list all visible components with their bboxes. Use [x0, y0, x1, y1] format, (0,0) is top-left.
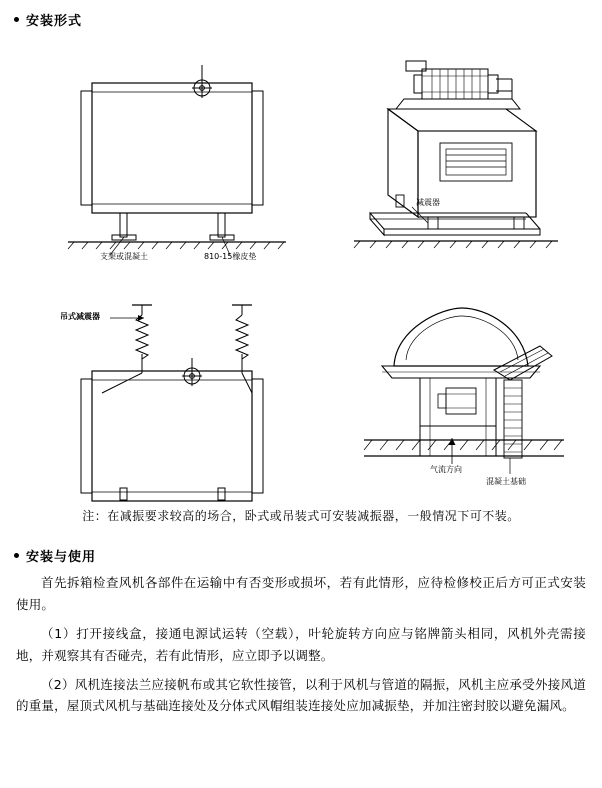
figure-roof-mount	[334, 288, 584, 507]
bullet-icon-2	[14, 553, 19, 558]
section-heading-installation-use	[14, 546, 588, 565]
paragraph-3: （2）风机连接法兰应接帆布或其它软性接管，以利于风机与管道的隔振，风机主应承受外接风道的重量，屋顶式风机与基础连接处及分体式风帽组装连接处应加减振垫，并加注密封胶以避免漏风。	[16, 676, 586, 714]
label-rubber-pad: 810-15橡皮垫	[204, 252, 257, 261]
figure-horizontal-mount	[54, 43, 304, 267]
paragraph-1: 首先拆箱检查风机各部件在运输中有否变形或损坏，若有此情形，应待检修校正后方可正式安装使用。	[16, 575, 586, 612]
paragraph-2: （1）打开接线盒，接通电源试运转（空载），叶轮旋转方向应与铭牌箭头相同，风机外壳需接地，并观察其有否碰壳，若有此情形，应立即予以调整。	[16, 625, 586, 663]
label-support-concrete: 支架或混凝土	[100, 252, 148, 261]
figures-area	[14, 33, 588, 503]
label-damper: 减震器	[416, 198, 440, 207]
section-title-text: 安装形式	[26, 14, 83, 29]
bullet-icon	[14, 17, 19, 22]
label-concrete-foundation: 混凝土基础	[486, 477, 526, 486]
figure-note: 注：在减振要求较高的场合，卧式或吊装式可安装减振器，一般情况下可不装。	[82, 509, 520, 523]
section-heading-installation-forms	[14, 10, 588, 29]
label-airflow-direction: 气流方向	[430, 465, 462, 474]
label-hanging-damper: 吊式减震器	[60, 312, 100, 321]
section-title-text-2: 安装与使用	[26, 550, 97, 565]
figure-suspended-mount	[54, 283, 304, 507]
figure-cabinet-mount	[344, 35, 574, 269]
